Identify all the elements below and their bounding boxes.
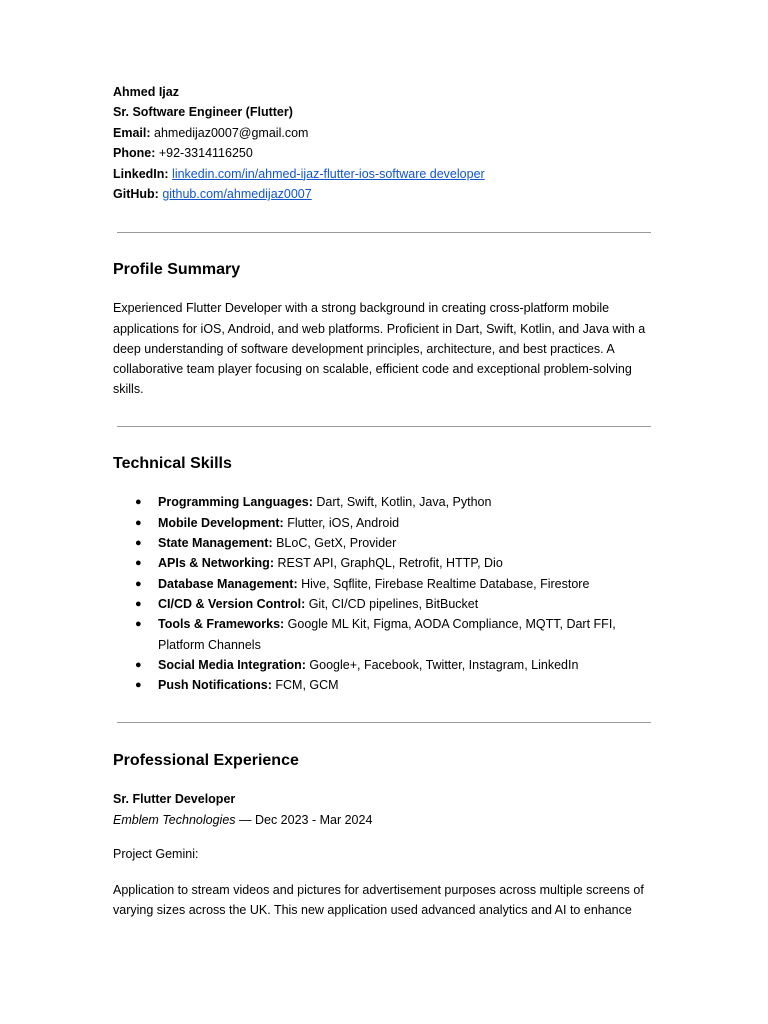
professional-experience-heading: Professional Experience — [113, 752, 299, 770]
skill-value: REST API, GraphQL, Retrofit, HTTP, Dio — [274, 556, 503, 571]
skill-label: State Management: — [158, 536, 273, 551]
bullet-icon: ● — [135, 658, 142, 671]
candidate-title: Sr. Software Engineer (Flutter) — [113, 105, 293, 120]
skill-item — [113, 614, 658, 655]
skills-list — [113, 492, 768, 695]
skill-value: FCM, GCM — [271, 678, 339, 693]
bullet-icon: ● — [135, 516, 142, 529]
project-name: Project Gemini: — [113, 846, 199, 861]
linkedin-row — [113, 164, 768, 184]
skill-value: Dart, Swift, Kotlin, Java, Python — [312, 495, 492, 510]
bullet-icon: ● — [135, 557, 142, 570]
bullet-icon: ● — [135, 496, 142, 509]
profile-summary-text: Experienced Flutter Developer with a strong background in creating cross-platform mobile applications for iOS, Android, and web platforms. Proficient in Dart, Swift, Kotlin, and Java with a deep understanding of software development principles, architecture, and best practices. A collaborative team player focusing on scalable, efficient code and exceptional problem-solving skills. — [113, 301, 646, 397]
section-divider — [117, 722, 651, 723]
job-company-row — [113, 810, 768, 830]
contact-block — [113, 82, 768, 204]
phone-row — [113, 143, 768, 163]
project-description: Application to stream videos and pictures for advertisement purposes across multiple screens of varying sizes across the UK. This new application used advanced analytics and AI to enhance — [113, 883, 644, 918]
skill-item — [113, 513, 658, 533]
bullet-icon: ● — [135, 679, 142, 692]
technical-skills-heading: Technical Skills — [113, 455, 232, 473]
github-label: GitHub: — [113, 187, 159, 202]
company-name: Emblem Technologies — [113, 812, 236, 827]
github-row — [113, 184, 768, 204]
bullet-icon: ● — [135, 577, 142, 590]
skill-label: CI/CD & Version Control: — [158, 596, 306, 611]
skill-item — [113, 594, 658, 614]
candidate-name: Ahmed Ijaz — [113, 85, 179, 99]
skill-label: APIs & Networking: — [158, 556, 274, 571]
linkedin-link[interactable]: linkedin.com/in/ahmed-ijaz-flutter-ios-software developer — [172, 166, 485, 181]
skill-label: Social Media Integration: — [158, 657, 306, 672]
email-row — [113, 123, 768, 143]
job-dates: — Dec 2023 - Mar 2024 — [235, 812, 373, 827]
skill-value: Google ML Kit, Figma, AODA Compliance, MQTT, Dart FFI, Platform Channels — [158, 617, 616, 652]
skill-label: Push Notifications: — [158, 678, 272, 693]
skill-value: Hive, Sqflite, Firebase Realtime Database, Firestore — [297, 576, 590, 591]
bullet-icon: ● — [135, 618, 142, 631]
skill-item — [113, 553, 658, 573]
linkedin-label: LinkedIn: — [113, 166, 169, 181]
section-divider — [117, 426, 651, 427]
github-link[interactable]: github.com/ahmedijaz0007 — [162, 187, 312, 202]
section-divider — [117, 232, 651, 233]
phone-label: Phone: — [113, 146, 156, 161]
skill-item — [113, 533, 658, 553]
email-value: ahmedijaz0007@gmail.com — [154, 125, 309, 140]
skill-label: Mobile Development: — [158, 515, 284, 530]
bullet-icon: ● — [135, 597, 142, 610]
skill-label: Database Management: — [158, 576, 298, 591]
skill-value: Google+, Facebook, Twitter, Instagram, LinkedIn — [305, 657, 579, 672]
bullet-icon: ● — [135, 537, 142, 550]
job-entry — [113, 789, 768, 920]
skill-label: Tools & Frameworks: — [158, 617, 285, 632]
skill-label: Programming Languages: — [158, 495, 313, 510]
skill-item — [113, 492, 658, 512]
phone-value: +92-3314116250 — [158, 146, 253, 161]
skill-item — [113, 655, 658, 675]
profile-summary-heading: Profile Summary — [113, 261, 241, 279]
skill-item — [113, 675, 658, 695]
skill-item — [113, 574, 658, 594]
skill-value: Flutter, iOS, Android — [283, 515, 400, 530]
skill-value: BLoC, GetX, Provider — [272, 536, 397, 551]
email-label: Email: — [113, 125, 151, 140]
skill-value: Git, CI/CD pipelines, BitBucket — [305, 596, 479, 611]
job-title: Sr. Flutter Developer — [113, 792, 236, 807]
